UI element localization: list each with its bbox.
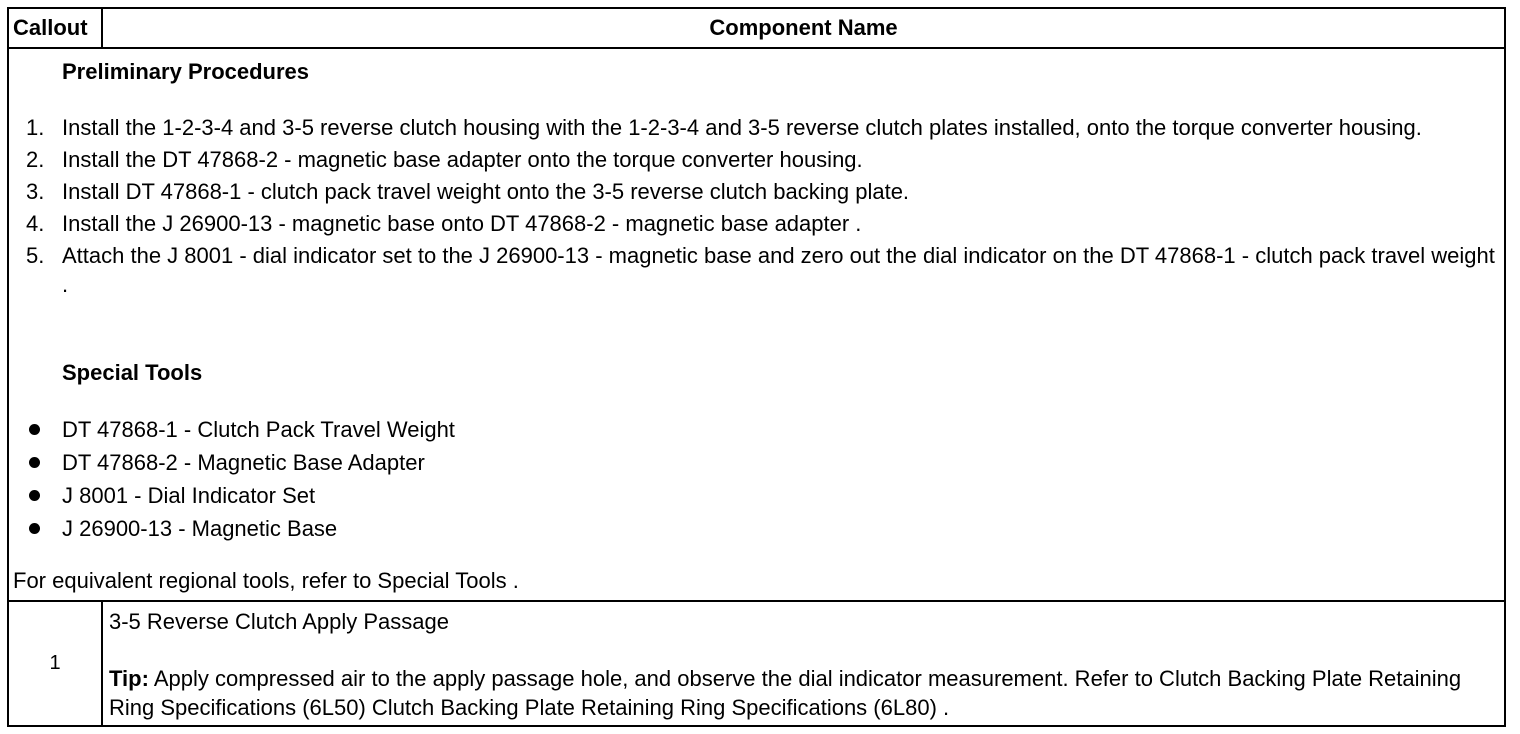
row-callout-number: 1 [9,602,103,725]
step-item [9,241,1506,299]
step-text: Install the J 26900-13 - magnetic base onto DT 47868-2 - magnetic base adapter . [62,211,862,236]
regional-tools-note: For equivalent regional tools, refer to Special Tools . [13,568,519,593]
procedure-table [7,7,1506,727]
header-component-name: Component Name [709,15,898,40]
step-text: Install the DT 47868-2 - magnetic base adapter onto the torque converter housing. [62,147,863,172]
step-number: 3. [26,179,45,204]
tip-text: Apply compressed air to the apply passage hole, and observe the dial indicator measurement. Refer to Clutch Backing Plate Retaining Ring Specifications (6L50) Clutch Backing Plate Retaining Ring Specifications (6L80) . [109,666,1462,720]
tool-text: DT 47868-1 - Clutch Pack Travel Weight [62,417,455,442]
intro-section [9,49,1504,602]
tool-item [9,512,455,545]
table-row [9,602,1504,725]
preliminary-heading: Preliminary Procedures [62,59,310,84]
preliminary-steps [9,113,1506,302]
bullet-icon [29,457,40,468]
tool-text: J 26900-13 - Magnetic Base [62,516,338,541]
step-text: Install DT 47868-1 - clutch pack travel weight onto the 3-5 reverse clutch backing plate. [62,179,910,204]
step-number: 2. [26,147,45,172]
tool-item [9,413,455,446]
step-text: Install the 1-2-3-4 and 3-5 reverse clutch housing with the 1-2-3-4 and 3-5 reverse clutch plates installed, onto the torque converter housing. [62,115,1422,140]
step-number: 5. [26,243,45,268]
table-header [9,9,1504,49]
step-item [9,145,1506,174]
tool-text: J 8001 - Dial Indicator Set [62,483,316,508]
bullet-icon [29,424,40,435]
step-item [9,113,1506,142]
component-title: 3-5 Reverse Clutch Apply Passage [109,609,449,634]
bullet-icon [29,490,40,501]
step-item [9,209,1506,238]
component-tip [109,664,1484,722]
tool-item [9,446,455,479]
tip-label: Tip: [109,666,149,691]
tool-text: DT 47868-2 - Magnetic Base Adapter [62,450,425,475]
bullet-icon [29,523,40,534]
step-number: 1. [26,115,45,140]
step-item [9,177,1506,206]
special-tools-heading: Special Tools [62,360,203,385]
tool-item [9,479,455,512]
header-callout: Callout [9,9,103,47]
row-component [103,602,1504,725]
special-tools-list [9,413,455,545]
step-number: 4. [26,211,45,236]
step-text: Attach the J 8001 - dial indicator set to the J 26900-13 - magnetic base and zero out the dial indicator on the DT 47868-1 - clutch pack travel weight . [62,243,1495,297]
